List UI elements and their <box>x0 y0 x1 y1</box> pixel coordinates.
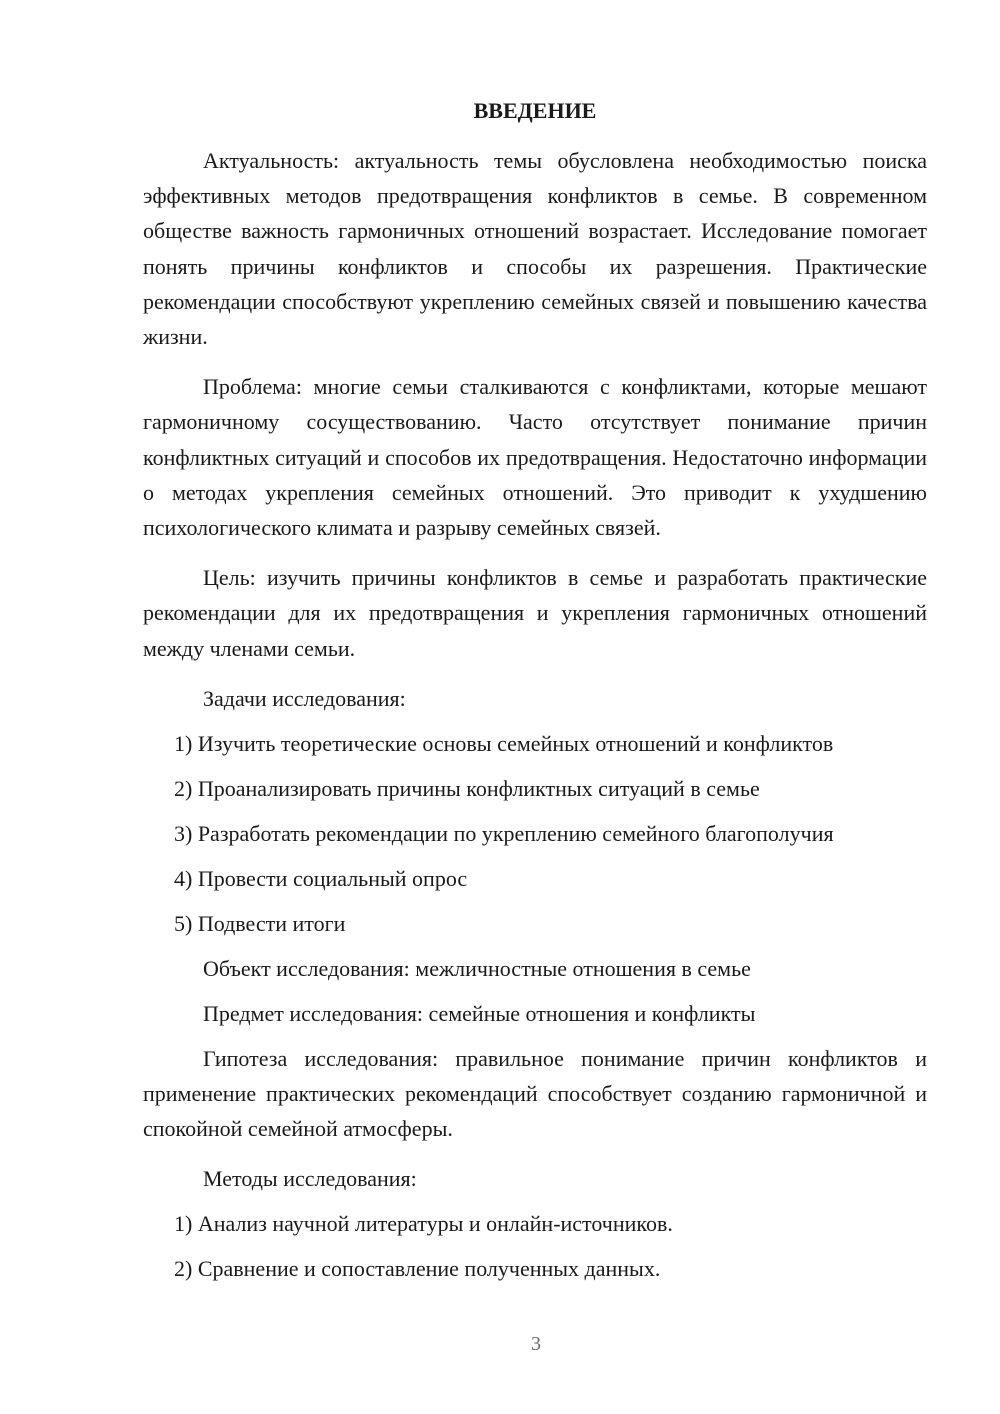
tasks-heading: Задачи исследования: <box>203 685 406 711</box>
problem-paragraph: Проблема: многие семьи сталкиваются с конфликтами, которые мешают гармоничному сосуществованию. Часто отсутствует понимание причин конфликтных ситуаций и способов их предотвращения. Недостаточно информации о методах укрепления семейных отношений. Это приводит к ухудшению психологического климата и разрыву семейных связей. <box>143 374 927 541</box>
goal-paragraph: Цель: изучить причины конфликтов в семье и разработать практические рекомендации для их предотвращения и укрепления гармоничных отношений между членами семьи. <box>143 565 927 661</box>
methods-heading: Методы исследования: <box>203 1166 417 1192</box>
method-item-1: 1) Анализ научной литературы и онлайн-источников. <box>174 1211 673 1237</box>
task-item-2: 2) Проанализировать причины конфликтных ситуаций в семье <box>174 775 760 801</box>
research-subject: Предмет исследования: семейные отношения и конфликты <box>203 1000 756 1026</box>
research-object: Объект исследования: межличностные отношения в семье <box>203 955 751 981</box>
relevance-paragraph: Актуальность: актуальность темы обусловлена необходимостью поиска эффективных методов предотвращения конфликтов в семье. В современном обществе важность гармоничных отношений возрастает. Исследование помогает понять причины конфликтов и способы их разрешения. Практические рекомендации способствуют укреплению семейных связей и повышению качества жизни. <box>143 148 927 350</box>
task-item-4: 4) Провести социальный опрос <box>174 865 468 891</box>
section-title: ВВЕДЕНИЕ <box>473 98 597 123</box>
task-item-5: 5) Подвести итоги <box>174 910 346 936</box>
page-number: 3 <box>531 1333 541 1355</box>
task-item-1: 1) Изучить теоретические основы семейных отношений и конфликтов <box>174 730 834 756</box>
task-item-3: 3) Разработать рекомендации по укреплению семейного благополучия <box>174 820 834 846</box>
page-content <box>143 93 927 1296</box>
method-item-2: 2) Сравнение и сопоставление полученных данных. <box>174 1256 661 1282</box>
hypothesis-paragraph: Гипотеза исследования: правильное понимание причин конфликтов и применение практических рекомендаций способствует созданию гармоничной и спокойной семейной атмосферы. <box>143 1045 927 1142</box>
